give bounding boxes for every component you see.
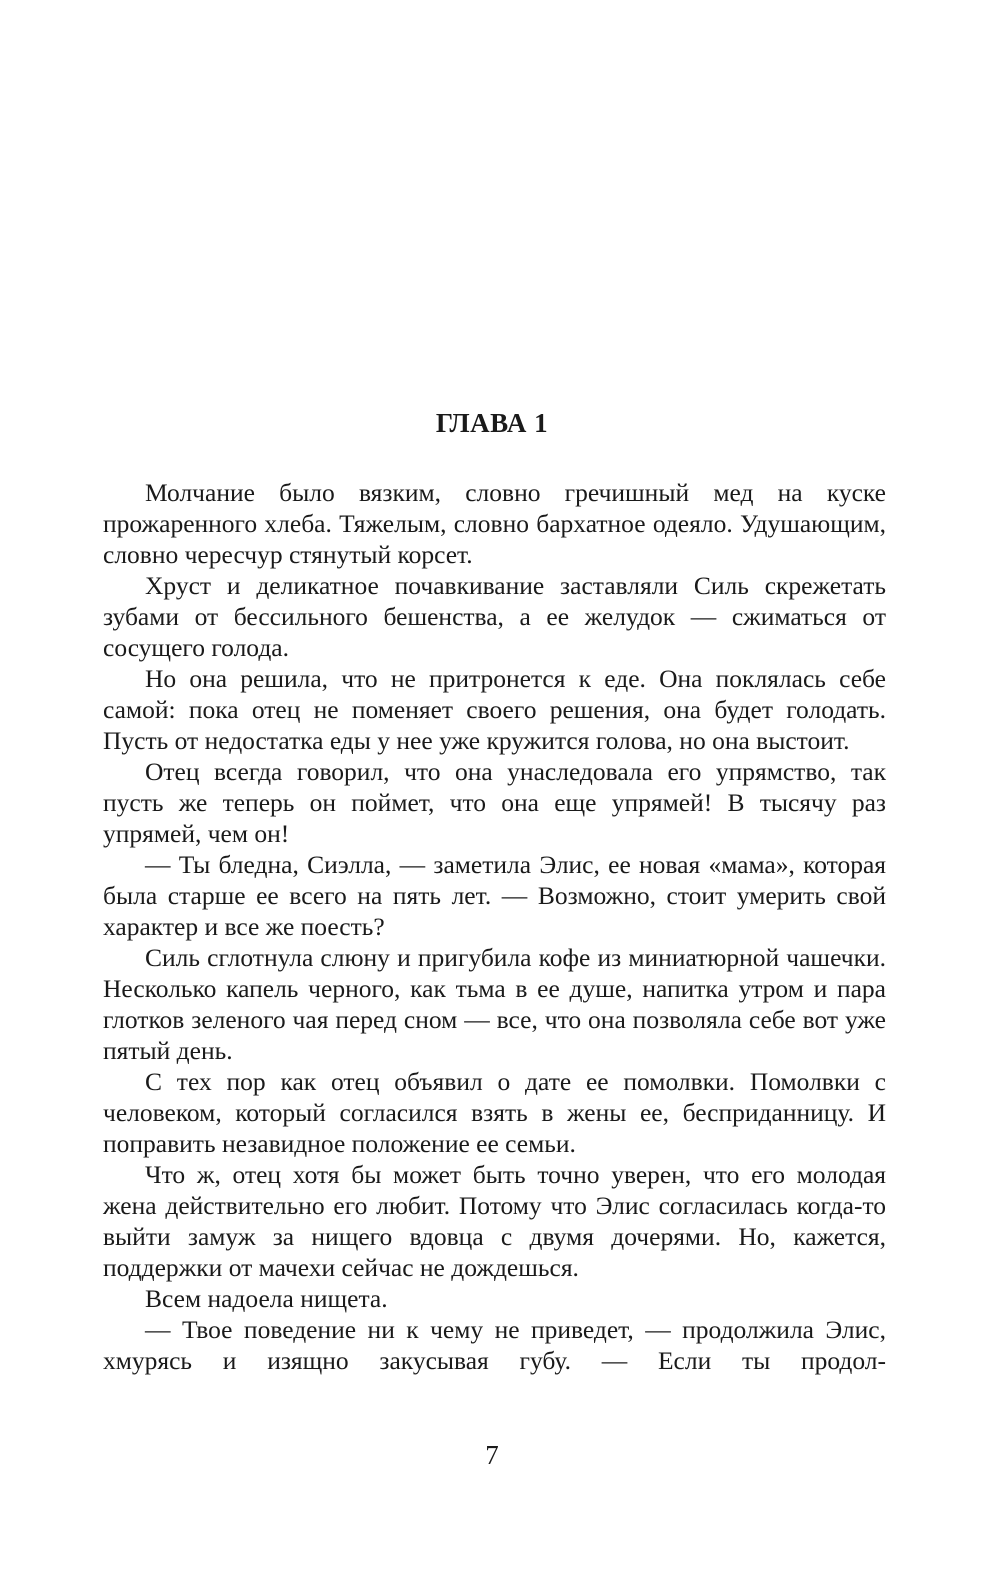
paragraph: — Твое поведение ни к чему не приведет, — продолжила Элис, хмурясь и изящно закусывая губу. — Если ты продол-: [103, 1315, 886, 1375]
paragraph: Но она решила, что не притронется к еде. Она поклялась себе самой: пока отец не поменяет своего решения, она будет голодать. Пусть от недостатка еды у нее уже кружится голова, но она выстоит.: [103, 664, 886, 755]
paragraph: Что ж, отец хотя бы может быть точно уверен, что его молодая жена действительно его любит. Потому что Элис согласилась когда-то выйти замуж за нищего вдовца с двумя дочерями. Но, кажется, поддержки от мачехи сейчас не дождешься.: [103, 1160, 886, 1282]
page-text-body: [103, 477, 886, 1376]
paragraph: С тех пор как отец объявил о дате ее помолвки. Помолвки с человеком, который согласился взять в жены ее, бесприданницу. И поправить незавидное положение ее семьи.: [103, 1067, 886, 1158]
paragraph: Силь сглотнула слюну и пригубила кофе из миниатюрной чашечки. Несколько капель черного, как тьма в ее душе, напитка утром и пара глотков зеленого чая перед сном — все, что она позволяла себе вот уже пятый день.: [103, 943, 886, 1065]
paragraph: Хруст и деликатное почавкивание заставляли Силь скрежетать зубами от бессильного бешенства, а ее желудок — сжиматься от сосущего голода.: [103, 571, 886, 662]
paragraph: — Ты бледна, Сиэлла, — заметила Элис, ее новая «мама», которая была старше ее всего на пять лет. — Возможно, стоит умерить свой характер и все же поесть?: [103, 850, 886, 941]
page-number: 7: [485, 1440, 499, 1470]
paragraph: Отец всегда говорил, что она унаследовала его упрямство, так пусть же теперь он поймет, что она еще упрямей! В тысячу раз упрямей, чем он!: [103, 757, 886, 848]
chapter-title: ГЛАВА 1: [435, 408, 549, 438]
paragraph: Молчание было вязким, словно гречишный мед на куске прожаренного хлеба. Тяжелым, словно бархатное одеяло. Удушающим, словно чересчур стянутый корсет.: [103, 478, 886, 569]
paragraph: Всем надоела нищета.: [145, 1284, 388, 1313]
